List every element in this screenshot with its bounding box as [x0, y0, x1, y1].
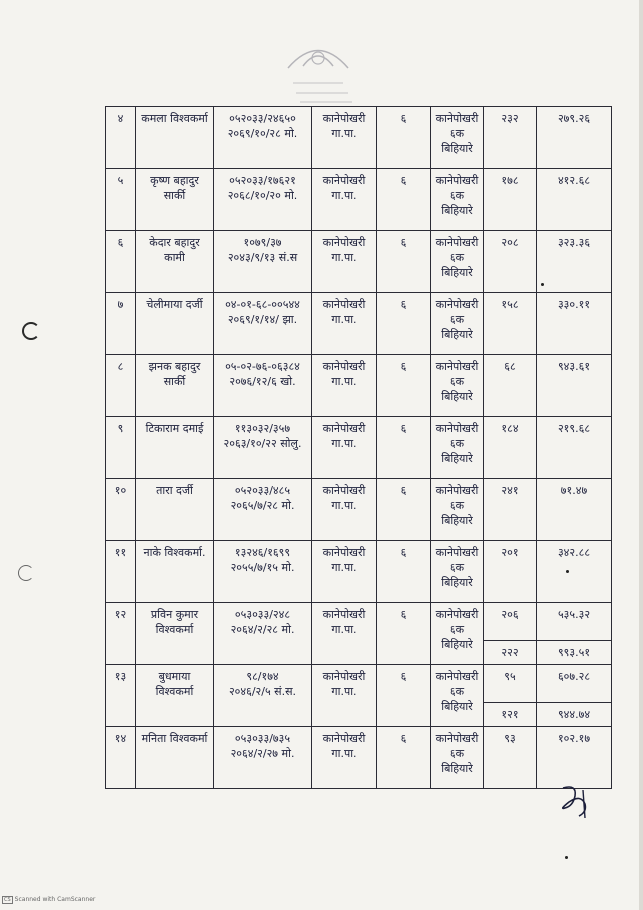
kitta-number	[484, 107, 537, 169]
municipality-text: कानेपोखरी	[322, 298, 366, 311]
handwritten-signature	[555, 782, 595, 822]
land-area	[537, 169, 612, 231]
municipality-text: कानेपोखरी	[322, 608, 366, 621]
kitta-number-text: २४१	[501, 484, 519, 497]
land-area	[537, 641, 612, 665]
ward-number-text: ६	[400, 422, 407, 435]
punch-hole-mark	[22, 322, 40, 340]
ward-number	[377, 293, 431, 355]
citizenship-number-text: ०४-०१-६८-००५४४	[225, 298, 300, 311]
citizenship-number-text: १०७९/३७	[243, 236, 282, 249]
serial-number	[106, 603, 136, 665]
serial-number	[106, 665, 136, 727]
citizenship-number-text: ०५३०३३/२४८	[234, 608, 291, 621]
land-location-text: कानेपोखरी	[435, 546, 479, 559]
citizenship-number	[214, 355, 312, 417]
land-area	[537, 107, 612, 169]
citizenship-number-text: ०५२०३३/१७६२१	[229, 174, 296, 187]
owner-name-text: कृष्ण बहादुर सार्की	[150, 174, 199, 202]
citizenship-number	[214, 727, 312, 789]
kitta-number	[484, 703, 537, 727]
citizenship-number-text: २०४३/९/१३ सं.स	[227, 251, 298, 264]
owner-name	[136, 603, 214, 665]
ward-number	[377, 603, 431, 665]
ward-number	[377, 417, 431, 479]
kitta-number-text: २३२	[501, 112, 519, 125]
ward-number	[377, 727, 431, 789]
land-area	[537, 355, 612, 417]
land-location-text: ६क बिहियारे	[441, 251, 473, 279]
ward-number-text: ६	[400, 236, 407, 249]
land-area	[537, 665, 612, 703]
municipality-text: कानेपोखरी	[322, 112, 366, 125]
land-location-text: ६क बिहियारे	[441, 313, 473, 341]
citizenship-number-text: २०६९/१०/२८ मो.	[227, 127, 298, 140]
ward-number-text: ६	[400, 670, 407, 683]
citizenship-number	[214, 417, 312, 479]
land-area	[537, 603, 612, 641]
municipality-text: गा.पा.	[331, 251, 357, 264]
land-location	[431, 417, 484, 479]
land-location-text: कानेपोखरी	[435, 298, 479, 311]
kitta-number-text: १२१	[501, 708, 519, 721]
ward-number	[377, 231, 431, 293]
page-edge	[639, 0, 643, 910]
ward-number	[377, 355, 431, 417]
kitta-number-text: २०८	[501, 236, 519, 249]
land-location	[431, 231, 484, 293]
land-location	[431, 541, 484, 603]
serial-number-text: ७	[117, 298, 124, 311]
land-location	[431, 665, 484, 727]
land-area-text: ७१.४७	[560, 484, 588, 497]
serial-number	[106, 479, 136, 541]
ink-dot	[565, 856, 568, 859]
ward-number-text: ६	[400, 174, 407, 187]
municipality-text: कानेपोखरी	[322, 174, 366, 187]
land-area-text: ३२३.३६	[557, 236, 591, 249]
owner-name	[136, 231, 214, 293]
kitta-number	[484, 355, 537, 417]
owner-name	[136, 293, 214, 355]
municipality-text: कानेपोखरी	[322, 236, 366, 249]
ward-number	[377, 169, 431, 231]
land-area	[537, 293, 612, 355]
owner-name	[136, 107, 214, 169]
land-location	[431, 293, 484, 355]
kitta-number	[484, 641, 537, 665]
punch-hole-mark	[18, 565, 34, 581]
land-location	[431, 479, 484, 541]
kitta-number-text: १७८	[501, 174, 519, 187]
municipality-text: गा.पा.	[331, 685, 357, 698]
owner-name-text: चेलीमाया दर्जी	[146, 298, 203, 311]
municipality	[312, 665, 377, 727]
citizenship-number	[214, 541, 312, 603]
land-area-text: ६०७.२८	[557, 670, 591, 683]
owner-name-text: बुधमाया विश्वकर्मा	[155, 670, 194, 698]
municipality-text: गा.पा.	[331, 499, 357, 512]
kitta-number-text: ९५	[504, 670, 516, 683]
table-row	[106, 169, 612, 231]
land-area-text: ९९३.५१	[557, 646, 591, 659]
land-location-text: ६क बिहियारे	[441, 127, 473, 155]
citizenship-number-text: २०७६/१२/६ खो.	[229, 375, 296, 388]
serial-number	[106, 107, 136, 169]
land-area	[537, 417, 612, 479]
serial-number	[106, 355, 136, 417]
table-row	[106, 355, 612, 417]
municipality	[312, 231, 377, 293]
ink-dot	[541, 283, 544, 286]
municipality-text: कानेपोखरी	[322, 732, 366, 745]
owner-name	[136, 479, 214, 541]
table-row	[106, 479, 612, 541]
kitta-number-text: २०१	[501, 546, 519, 559]
land-location-text: ६क बिहियारे	[441, 375, 473, 403]
kitta-number-text: २२२	[501, 646, 519, 659]
kitta-number	[484, 231, 537, 293]
kitta-number	[484, 293, 537, 355]
land-location-text: कानेपोखरी	[435, 732, 479, 745]
municipality-text: कानेपोखरी	[322, 546, 366, 559]
land-location-text: ६क बिहियारे	[441, 685, 473, 713]
ward-number	[377, 107, 431, 169]
owner-name-text: केदार बहादुर कामी	[149, 236, 200, 264]
land-area-text: ४१२.६८	[557, 174, 591, 187]
municipality	[312, 727, 377, 789]
land-area-text: ९४४.७४	[557, 708, 591, 721]
kitta-number-text: १५८	[501, 298, 519, 311]
land-area-text: ९४३.६१	[557, 360, 591, 373]
citizenship-number-text: २०६४/२/२७ मो.	[230, 747, 295, 760]
municipality	[312, 479, 377, 541]
municipality	[312, 417, 377, 479]
serial-number-text: १२	[114, 608, 127, 621]
owner-name	[136, 727, 214, 789]
owner-name	[136, 169, 214, 231]
kitta-number	[484, 479, 537, 541]
land-location-text: ६क बिहियारे	[441, 499, 473, 527]
ink-dot	[566, 570, 569, 573]
municipality-text: गा.पा.	[331, 561, 357, 574]
owner-name-text: झनक बहादुर सार्की	[148, 360, 201, 388]
citizenship-number	[214, 231, 312, 293]
citizenship-number	[214, 169, 312, 231]
land-area	[537, 727, 612, 789]
owner-name-text: नाके विश्वकर्मा.	[143, 546, 206, 559]
land-area-text: १०२.१७	[557, 732, 591, 745]
land-area-text: ३३०.११	[557, 298, 591, 311]
citizenship-number	[214, 293, 312, 355]
municipality	[312, 293, 377, 355]
municipality-text: गा.पा.	[331, 747, 357, 760]
owner-name-text: टिकाराम दमाई	[145, 422, 204, 435]
municipality-text: कानेपोखरी	[322, 670, 366, 683]
ward-number	[377, 665, 431, 727]
land-area	[537, 541, 612, 603]
owner-name	[136, 355, 214, 417]
owner-name-text: कमला विश्वकर्मा	[141, 112, 208, 125]
serial-number-text: ९	[117, 422, 124, 435]
land-location-text: कानेपोखरी	[435, 484, 479, 497]
table-row	[106, 107, 612, 169]
municipality-text: कानेपोखरी	[322, 484, 366, 497]
kitta-number-text: १८४	[501, 422, 519, 435]
land-location-text: कानेपोखरी	[435, 236, 479, 249]
citizenship-number-text: २०४६/२/५ सं.स.	[228, 685, 297, 698]
ward-number-text: ६	[400, 112, 407, 125]
table-row	[106, 541, 612, 603]
land-area	[537, 703, 612, 727]
land-location-text: ६क बिहियारे	[441, 561, 473, 589]
ward-number-text: ६	[400, 298, 407, 311]
citizenship-number-text: २०६५/७/२८ मो.	[230, 499, 295, 512]
land-area-text: ५३५.३२	[557, 608, 591, 621]
kitta-number	[484, 665, 537, 703]
scanner-watermark	[2, 896, 95, 904]
land-location	[431, 107, 484, 169]
citizenship-number	[214, 665, 312, 727]
serial-number-text: ५	[117, 174, 124, 187]
municipality-text: गा.पा.	[331, 313, 357, 326]
citizenship-number-text: २०६८/१०/२० मो.	[227, 189, 298, 202]
kitta-number-text: २०६	[501, 608, 519, 621]
kitta-number	[484, 169, 537, 231]
serial-number	[106, 417, 136, 479]
table-row	[106, 293, 612, 355]
serial-number-text: ६	[117, 236, 124, 249]
land-location-text: ६क बिहियारे	[441, 623, 473, 651]
ward-number-text: ६	[400, 484, 407, 497]
owner-name-text: तारा दर्जी	[156, 484, 193, 497]
ward-number-text: ६	[400, 732, 407, 745]
land-area	[537, 231, 612, 293]
citizenship-number-text: २०६९/१/१४/ झा.	[227, 313, 298, 326]
table-row	[106, 231, 612, 293]
citizenship-number-text: ०५२०३३/४८५	[234, 484, 291, 497]
citizenship-number-text: २०६३/१०/२२ सोलु.	[223, 437, 302, 450]
municipality-text: गा.पा.	[331, 189, 357, 202]
serial-number	[106, 541, 136, 603]
land-area-text: २७९.२६	[557, 112, 591, 125]
owner-name-text: प्रविन कुमार विश्वकर्मा	[150, 608, 199, 636]
scanner-label: Scanned with CamScanner	[14, 896, 96, 903]
municipality	[312, 541, 377, 603]
land-location	[431, 169, 484, 231]
citizenship-number-text: १३२४६/१६९९	[234, 546, 291, 559]
municipality-text: गा.पा.	[331, 375, 357, 388]
serial-number-text: ११	[114, 546, 127, 559]
ward-number-text: ६	[400, 608, 407, 621]
kitta-number	[484, 541, 537, 603]
serial-number-text: १४	[114, 732, 127, 745]
serial-number	[106, 231, 136, 293]
citizenship-number-text: ९८/१७४	[246, 670, 279, 683]
land-location-text: कानेपोखरी	[435, 360, 479, 373]
land-location-text: ६क बिहियारे	[441, 189, 473, 217]
kitta-number	[484, 603, 537, 641]
table-row	[106, 603, 612, 641]
citizenship-number	[214, 603, 312, 665]
table-row	[106, 417, 612, 479]
land-location-text: कानेपोखरी	[435, 422, 479, 435]
ward-number-text: ६	[400, 546, 407, 559]
land-location-text: ६क बिहियारे	[441, 437, 473, 465]
citizenship-number-text: ११३०३२/३५७	[234, 422, 291, 435]
municipality-text: गा.पा.	[331, 623, 357, 636]
citizenship-number-text: ०५३०३३/७३५	[234, 732, 291, 745]
land-location	[431, 603, 484, 665]
land-area	[537, 479, 612, 541]
owner-name-text: मनिता विश्वकर्मा	[141, 732, 208, 745]
table-row	[106, 665, 612, 703]
citizenship-number	[214, 479, 312, 541]
land-area-text: २१९.६८	[557, 422, 591, 435]
owner-name	[136, 665, 214, 727]
citizenship-number-text: ०५-०२-७६-०६३८४	[225, 360, 300, 373]
kitta-number-text: ६८	[504, 360, 516, 373]
table-row	[106, 727, 612, 789]
serial-number	[106, 727, 136, 789]
citizenship-number	[214, 107, 312, 169]
owner-name	[136, 541, 214, 603]
land-location	[431, 355, 484, 417]
municipality-text: कानेपोखरी	[322, 422, 366, 435]
serial-number-text: ८	[117, 360, 124, 373]
serial-number	[106, 293, 136, 355]
municipality	[312, 169, 377, 231]
municipality-text: कानेपोखरी	[322, 360, 366, 373]
municipality	[312, 107, 377, 169]
kitta-number-text: ९३	[504, 732, 516, 745]
municipality-text: गा.पा.	[331, 437, 357, 450]
ward-number-text: ६	[400, 360, 407, 373]
serial-number-text: १३	[114, 670, 127, 683]
land-location-text: ६क बिहियारे	[441, 747, 473, 775]
owner-name	[136, 417, 214, 479]
land-location-text: कानेपोखरी	[435, 608, 479, 621]
kitta-number	[484, 727, 537, 789]
land-location	[431, 727, 484, 789]
camscanner-logo: CS	[4, 897, 11, 903]
land-location-text: कानेपोखरी	[435, 112, 479, 125]
ward-number	[377, 479, 431, 541]
land-records-table	[105, 106, 612, 789]
serial-number	[106, 169, 136, 231]
land-location-text: कानेपोखरी	[435, 174, 479, 187]
citizenship-number-text: २०६४/२/२८ मो.	[230, 623, 295, 636]
municipality	[312, 355, 377, 417]
land-location-text: कानेपोखरी	[435, 670, 479, 683]
municipality-text: गा.पा.	[331, 127, 357, 140]
ward-number	[377, 541, 431, 603]
serial-number-text: ४	[117, 112, 124, 125]
citizenship-number-text: २०५५/७/१५ मो.	[230, 561, 295, 574]
municipality	[312, 603, 377, 665]
land-area-text: ३४२.८८	[557, 546, 591, 559]
serial-number-text: १०	[114, 484, 127, 497]
citizenship-number-text: ०५२०३३/२४६५०	[229, 112, 296, 125]
kitta-number	[484, 417, 537, 479]
government-seal-stamp	[268, 28, 368, 118]
